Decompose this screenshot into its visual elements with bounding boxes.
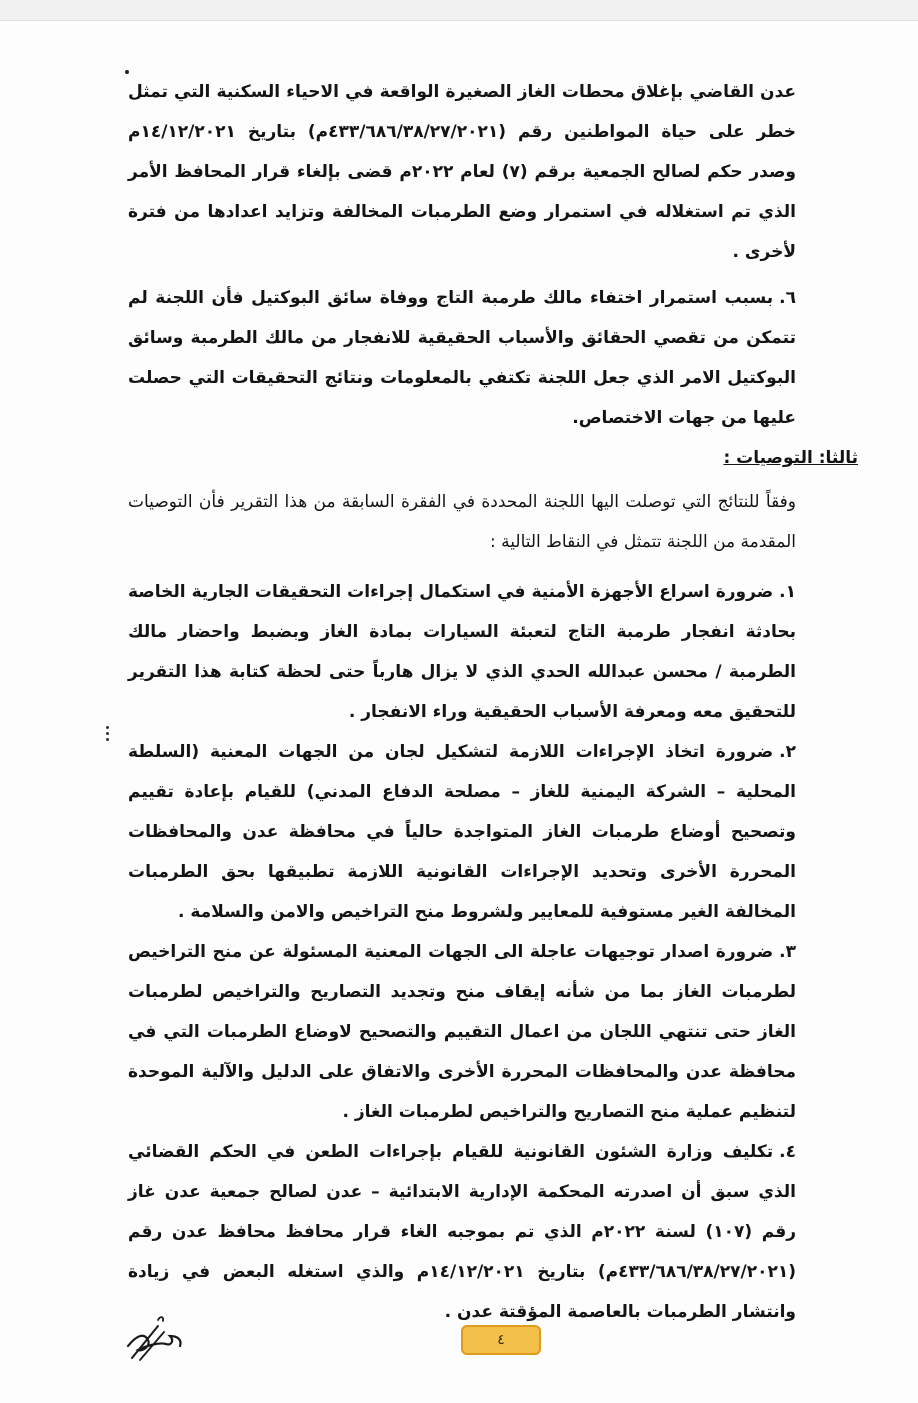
recommendations-intro: وفقاً للنتائج التي توصلت اليها اللجنة المحددة في الفقرة السابقة من هذا التقرير فأن التوصيات المقدمة من اللجنة تتمثل في النقاط التالية : (128, 492, 796, 552)
page-number-badge (461, 1325, 541, 1355)
margin-dot (106, 738, 109, 741)
section-heading-wrap (128, 440, 858, 476)
signature-drawing (118, 1306, 190, 1366)
recommendation-item-3 (128, 932, 796, 1132)
list-item-text: تكليف وزارة الشئون القانونية للقيام بإجراءات الطعن في الحكم القضائي الذي سبق أن اصدرته المحكمة الإدارية الابتدائية – عدن لصالح جمعية عدن غاز رقم (١٠٧) لسنة ٢٠٢٢م الذي تم بموجبه الغاء قرار محافظ محافظ عدن رقم (٤٣٣/٦٨٦/٣٨/٢٧/٢٠٢١م) بتاريخ ١٤/١٢/٢٠٢١م والذي استغله البعض في زيادة وانتشار الطرمبات بالعاصمة المؤقتة عدن . (128, 1142, 797, 1322)
recommendation-item-1 (128, 572, 796, 732)
document-body (128, 72, 858, 1332)
list-item-6 (128, 278, 796, 438)
list-item-text: ضرورة اصدار توجيهات عاجلة الى الجهات المعنية المسئولة عن منح التراخيص لطرمبات الغاز بما من شأنه إيقاف منح وتجديد التصاريح والتراخيص لطرمبات الغاز حتى تنتهي اللجان من اعمال التقييم والتصحيح لاوضاع الطرمبات التي في محافظة عدن والمحافظات المحررة الأخرى والاتفاق على الدليل والآلية الموحدة لتنظيم عملية منح التصاريح والتراخيص لطرمبات الغاز . (128, 942, 796, 1122)
paragraph-continuation: عدن القاضي بإغلاق محطات الغاز الصغيرة الواقعة في الاحياء السكنية التي تمثل خطر على حياة المواطنين رقم (٤٣٣/٦٨٦/٣٨/٢٧/٢٠٢١م) بتاريخ ١٤/١٢/٢٠٢١م وصدر حكم لصالح الجمعية برقم (٧) لعام ٢٠٢٢م قضى بإلغاء قرار المحافظ الأمر الذي تم استغلاله في استمرار وضع الطرمبات المخالفة وتزايد اعدادها من فترة لأخرى . (128, 82, 796, 262)
margin-dots (104, 723, 110, 745)
handwritten-signature-icon (118, 1306, 190, 1366)
list-item-number: ٢. (779, 742, 796, 762)
list-item-number: ٣. (779, 942, 796, 962)
margin-dot (106, 726, 109, 729)
list-item-number: ١. (779, 582, 796, 602)
section-heading: ثالثا: التوصيات : (723, 448, 858, 468)
page-number: ٤ (497, 1332, 505, 1348)
recommendation-item-2 (128, 732, 796, 932)
list-item-number: ٦. (779, 288, 796, 308)
scan-top-edge (0, 0, 918, 21)
recommendation-item-4 (128, 1132, 796, 1332)
list-item-text: ضرورة اتخاذ الإجراءات اللازمة لتشكيل لجان من الجهات المعنية (السلطة المحلية – الشركة اليمنية للغاز – مصلحة الدفاع المدني) للقيام بإعادة تقييم وتصحيح أوضاع طرمبات الغاز المتواجدة حالياً في محافظة عدن والمحافظات المحررة الأخرى وتحديد الإجراءات القانونية اللازمة تطبيقها بحق الطرمبات المخالفة الغير مستوفية للمعايير ولشروط منح التراخيص والامن والسلامة . (128, 742, 796, 922)
list-item-text: ضرورة اسراع الأجهزة الأمنية في استكمال إجراءات التحقيقات الجارية الخاصة بحادثة انفجار طرمبة التاج لتعبئة السيارات بمادة الغاز وبضبط واحضار مالك الطرمبة / محسن عبدالله الحدي الذي لا يزال هارباً حتى لحظة كتابة هذا التقرير للتحقيق معه ومعرفة الأسباب الحقيقية وراء الانفجار . (128, 582, 796, 722)
list-item-text: بسبب استمرار اختفاء مالك طرمبة التاج ووفاة سائق البوكتيل فأن اللجنة لم تتمكن من تقصي الحقائق والأسباب الحقيقية للانفجار من مالك الطرمبة وسائق البوكتيل الامر الذي جعل اللجنة تكتفي بالمعلومات ونتائج التحقيقات التي حصلت عليها من جهات الاختصاص. (128, 288, 796, 428)
list-item-number: ٤. (779, 1142, 796, 1162)
margin-dot (106, 732, 109, 735)
